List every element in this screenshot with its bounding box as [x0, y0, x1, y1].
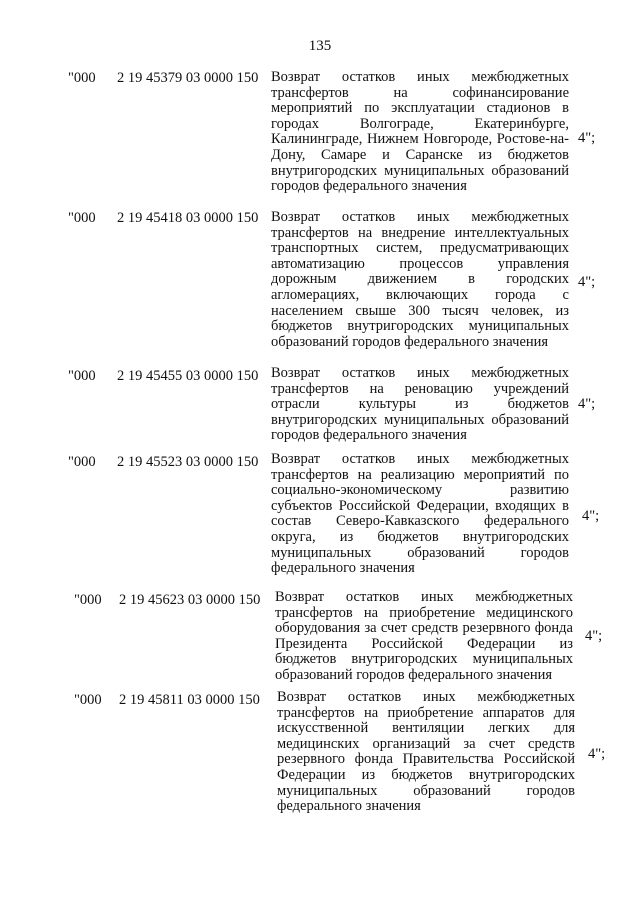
- budget-code: 2 19 45379 03 0000 150: [117, 70, 259, 86]
- entry-description: Возврат остатков иных межбюджетных трансфертов на приобретение медицинского оборудования за счет средств резервного фонда Президента Российской Федерации из бюджетов внутригородских муниципальных образований городов федерального значения: [275, 589, 573, 683]
- entry-suffix: 4";: [585, 628, 603, 644]
- entry-prefix: "000: [74, 592, 102, 608]
- entry-suffix: 4";: [588, 746, 606, 762]
- budget-code: 2 19 45811 03 0000 150: [119, 692, 260, 708]
- entry-description: Возврат остатков иных межбюджетных трансфертов на софинансирование мероприятий по эксплуатации стадионов в городах Волгограде, Екатеринбурге, Калининграде, Нижнем Новгороде, Ростове-на-Дону, Самаре и Саранске из бюджетов внутригородских муниципальных образований городов федерального значения: [271, 69, 569, 195]
- page-number: 135: [308, 38, 332, 54]
- entry-prefix: "000: [68, 70, 96, 86]
- entry-description: Возврат остатков иных межбюджетных трансфертов на реализацию мероприятий по социально-экономическому развитию субъектов Российской Федерации, входящих в состав Северо-Кавказского федерального округа, из бюджетов внутригородских муниципальных образований городов федерального значения: [271, 451, 569, 577]
- entry-description: Возврат остатков иных межбюджетных трансфертов на приобретение аппаратов для искусственной вентиляции легких для медицинских организаций за счет средств резервного фонда Правительства Российской Федерации из бюджетов внутригородских муниципальных образований городов федерального значения: [277, 689, 575, 815]
- entry-suffix: 4";: [582, 508, 600, 524]
- budget-code: 2 19 45418 03 0000 150: [117, 210, 259, 226]
- entry-prefix: "000: [68, 454, 96, 470]
- budget-code: 2 19 45523 03 0000 150: [117, 454, 259, 470]
- entry-description: Возврат остатков иных межбюджетных трансфертов на реновацию учреждений отрасли культуры из бюджетов внутригородских муниципальных образований городов федерального значения: [271, 365, 569, 444]
- budget-code: 2 19 45623 03 0000 150: [119, 592, 261, 608]
- entry-prefix: "000: [68, 368, 96, 384]
- entry-suffix: 4";: [578, 396, 596, 412]
- entry-suffix: 4";: [578, 130, 596, 146]
- entry-description: Возврат остатков иных межбюджетных трансфертов на внедрение интеллектуальных транспортных систем, предусматривающих автоматизацию процессов управления дорожным движением в городских агломерациях, включающих города с населением свыше 300 тысяч человек, из бюджетов внутригородских муниципальных образований городов федерального значения: [271, 209, 569, 350]
- entry-prefix: "000: [74, 692, 102, 708]
- entry-suffix: 4";: [578, 274, 596, 290]
- entry-prefix: "000: [68, 210, 96, 226]
- budget-code: 2 19 45455 03 0000 150: [117, 368, 259, 384]
